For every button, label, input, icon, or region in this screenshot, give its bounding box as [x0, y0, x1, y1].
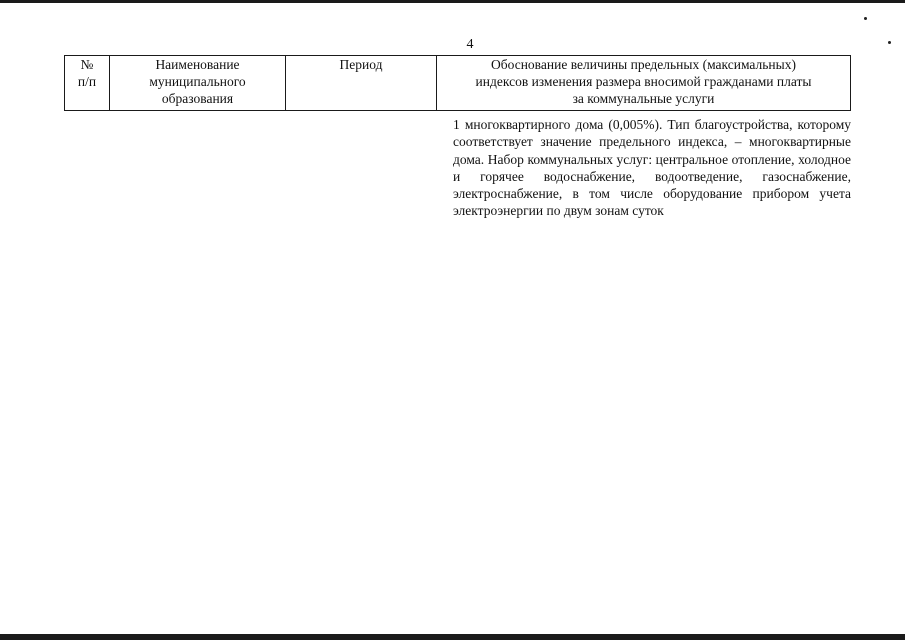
column-header-period-label: Период — [339, 57, 383, 72]
scan-top-edge — [0, 0, 905, 3]
table-header — [64, 55, 851, 111]
scan-speck — [864, 17, 867, 20]
column-header-justification-label: Обоснование величины предельных (максимальных) индексов изменения размера вносимой гражданами платы за коммунальные услуги — [475, 57, 812, 106]
column-header-number — [65, 56, 110, 111]
page-number: 4 — [466, 37, 474, 52]
scan-bottom-edge — [0, 634, 905, 640]
column-header-municipality — [110, 56, 286, 111]
scan-speck — [888, 41, 891, 44]
column-header-municipality-label: Наименование муниципального образования — [149, 57, 246, 106]
justification-text: 1 многоквартирного дома (0,005%). Тип благоустройства, которому соответствует значение предельного индекса, – многоквартирные дома. Набор коммунальных услуг: центральное отопление, холодное и горячее водоснабжение, водоотведение, газоснабжение, электроснабжение, в том числе оборудование прибором учета электроэнергии по двум зонам суток — [453, 117, 851, 219]
table-header-row — [65, 56, 851, 111]
column-header-period — [286, 56, 437, 111]
column-header-number-label: № п/п — [77, 57, 97, 89]
column-header-justification — [437, 56, 851, 111]
